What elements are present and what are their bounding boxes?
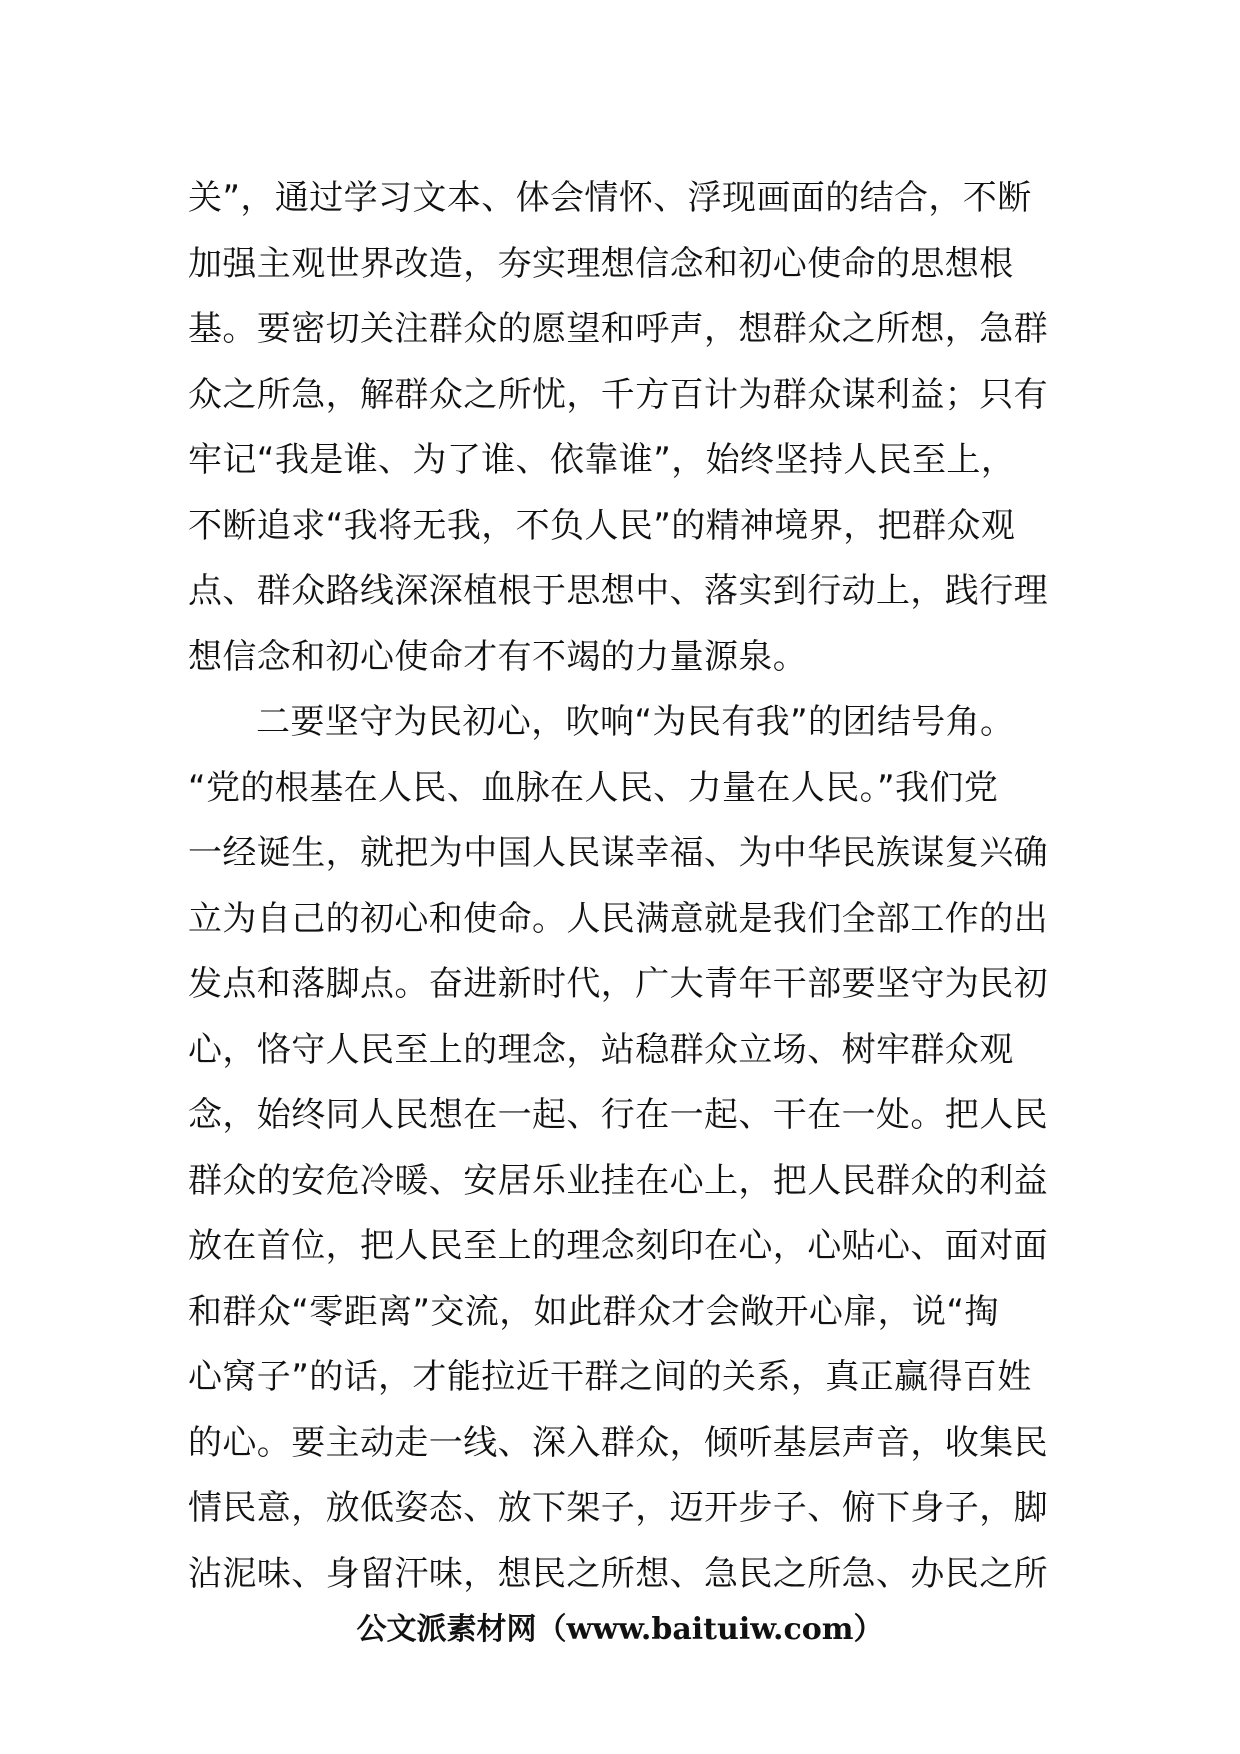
body-line: 想信念和初心使命才有不竭的力量源泉。 — [188, 636, 808, 677]
body-line: 的心。要主动走一线、深入群众，倾听基层声音，收集民 — [188, 1422, 1048, 1463]
body-line: 不断追求“我将无我，不负人民”的精神境界，把群众观 — [188, 505, 1016, 546]
document-body — [188, 166, 1058, 1607]
body-line: 和群众“零距离”交流，如此群众才会敞开心扉，说“掏 — [188, 1291, 999, 1332]
body-line: 关”，通过学习文本、体会情怀、浮现画面的结合，不断 — [188, 178, 1032, 218]
body-line: 牢记“我是谁、为了谁、依靠谁”，始终坚持人民至上， — [188, 440, 1016, 480]
body-line: 情民意，放低姿态、放下架子，迈开步子、俯下身子，脚 — [188, 1488, 1048, 1528]
body-line: 群众的安危冷暖、安居乐业挂在心上，把人民群众的利益 — [188, 1160, 1048, 1201]
footer-watermark: 公文派素材网（www.baituiw.com） — [356, 1612, 884, 1647]
body-line: 加强主观世界改造，夯实理想信念和初心使命的思想根 — [188, 243, 1014, 284]
section-heading-line: 二要坚守为民初心，吹响“为民有我”的团结号角。 — [256, 702, 1015, 742]
body-line: 点、群众路线深深植根于思想中、落实到行动上，践行理 — [188, 571, 1048, 611]
body-line: 念，始终同人民想在一起、行在一起、干在一处。把人民 — [188, 1095, 1048, 1135]
body-line: 放在首位，把人民至上的理念刻印在心，心贴心、面对面 — [188, 1226, 1048, 1266]
body-line: 立为自己的初心和使命。人民满意就是我们全部工作的出 — [188, 898, 1048, 939]
body-line: 众之所急，解群众之所忧，千方百计为群众谋利益；只有 — [188, 374, 1048, 415]
body-line: 基。要密切关注群众的愿望和呼声，想群众之所想，急群 — [188, 309, 1048, 349]
body-line: 心窝子”的话，才能拉近干群之间的关系，真正赢得百姓 — [188, 1357, 1032, 1397]
body-line: 心，恪守人民至上的理念，站稳群众立场、树牢群众观 — [188, 1029, 1014, 1070]
body-line: 一经诞生，就把为中国人民谋幸福、为中华民族谋复兴确 — [188, 833, 1048, 873]
body-line: 沾泥味、身留汗味，想民之所想、急民之所急、办民之所 — [188, 1553, 1048, 1594]
body-line: 发点和落脚点。奋进新时代，广大青年干部要坚守为民初 — [188, 964, 1048, 1004]
body-line: “党的根基在人民、血脉在人民、力量在人民。”我们党 — [188, 767, 999, 808]
